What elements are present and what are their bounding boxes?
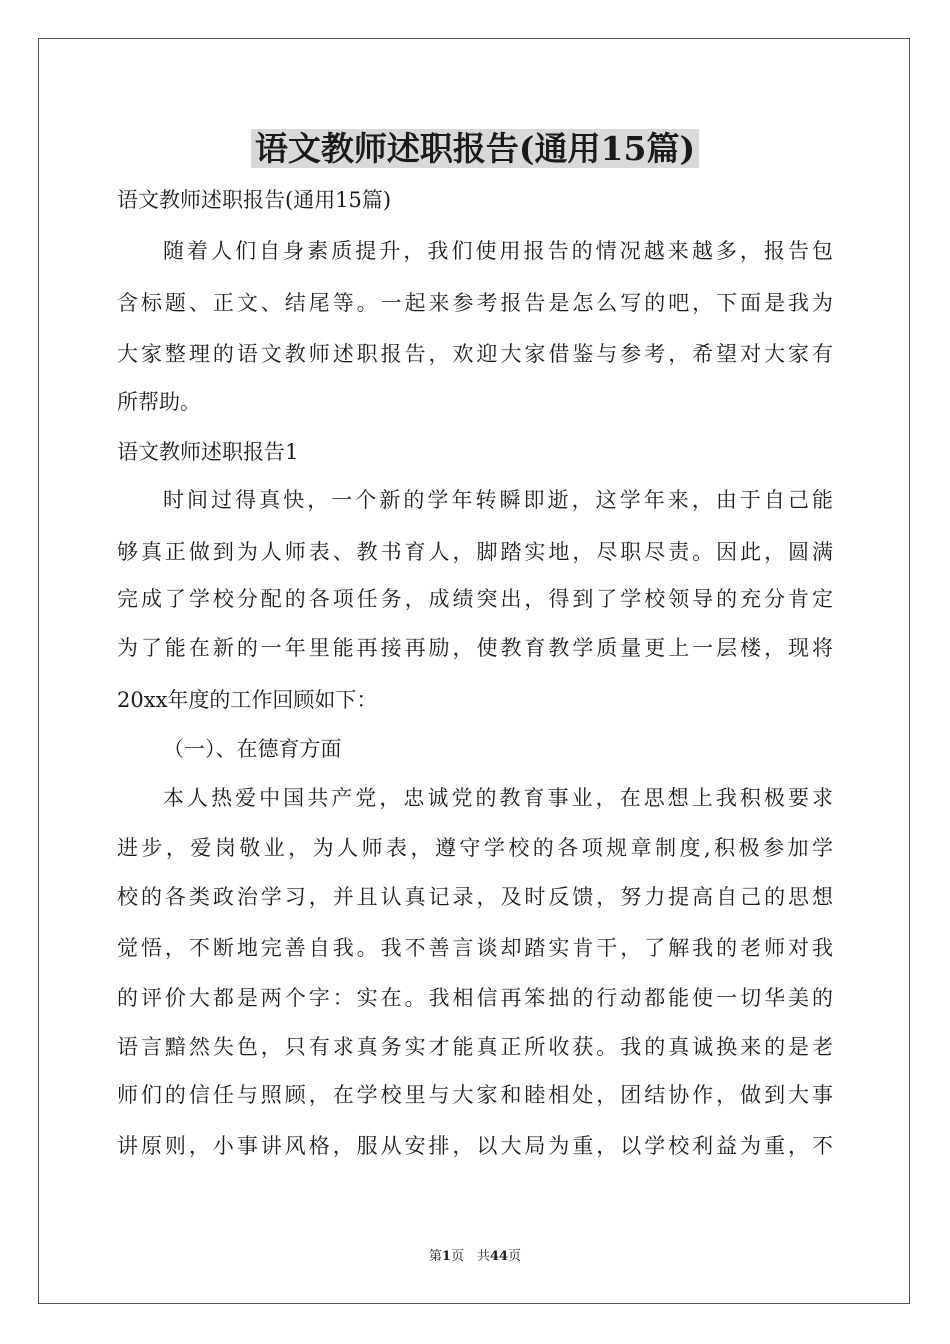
paragraph-line: 为了能在新的一年里能再接再励，使教育教学质量更上一层楼，现将 bbox=[117, 636, 833, 660]
paragraph-line: 完成了学校分配的各项任务，成绩突出，得到了学校领导的充分肯定 bbox=[117, 587, 833, 611]
footer-page-number: 1 bbox=[441, 1249, 451, 1264]
paragraph-line: 进步，爱岗敬业，为人师表，遵守学校的各项规章制度,积极参加学 bbox=[117, 836, 833, 860]
paragraph-line: 本人热爱中国共产党，忠诚党的教育事业，在思想上我积极要求 bbox=[163, 786, 833, 810]
paragraph-line: 师们的信任与照顾，在学校里与大家和睦相处，团结协作，做到大事 bbox=[117, 1083, 833, 1107]
paragraph-line: 的评价大都是两个字：实在。我相信再笨拙的行动都能使一切华美的 bbox=[117, 986, 833, 1010]
document-title-text: 语文教师述职报告(通用15篇) bbox=[251, 129, 699, 168]
page-footer bbox=[0, 1245, 950, 1264]
paragraph-line: 语文教师述职报告(通用15篇) bbox=[117, 188, 392, 212]
paragraph-line: 够真正做到为人师表、教书育人，脚踏实地，尽职尽责。因此，圆满 bbox=[117, 540, 833, 564]
paragraph-line: 校的各类政治学习，并且认真记录，及时反馈，努力提高自己的思想 bbox=[117, 885, 833, 909]
footer-total-suffix: 页 bbox=[508, 1249, 522, 1264]
paragraph-line: 随着人们自身素质提升，我们使用报告的情况越来越多，报告包 bbox=[163, 239, 833, 263]
footer-total-pages: 44 bbox=[489, 1249, 509, 1264]
paragraph-line: 大家整理的语文教师述职报告，欢迎大家借鉴与参考，希望对大家有 bbox=[117, 342, 833, 366]
paragraph-line: 觉悟，不断地完善自我。我不善言谈却踏实肯干，了解我的老师对我 bbox=[117, 936, 833, 960]
paragraph-line: 时间过得真快，一个新的学年转瞬即逝，这学年来，由于自己能 bbox=[163, 488, 833, 512]
page-border bbox=[38, 38, 910, 1304]
paragraph-line: 语言黯然失色，只有求真务实才能真正所收获。我的真诚换来的是老 bbox=[117, 1035, 833, 1059]
footer-page-suffix: 页 共 bbox=[450, 1249, 490, 1264]
paragraph-line: 含标题、正文、结尾等。一起来参考报告是怎么写的吧，下面是我为 bbox=[117, 291, 833, 315]
paragraph-line: 20xx年度的工作回顾如下： bbox=[117, 688, 378, 712]
document-title bbox=[0, 124, 950, 174]
footer-page-prefix: 第 bbox=[428, 1249, 442, 1264]
section-heading: 语文教师述职报告1 bbox=[117, 440, 299, 464]
paragraph-line: 所帮助。 bbox=[117, 390, 201, 414]
subsection-heading: （一）、在德育方面 bbox=[163, 737, 342, 761]
paragraph-line: 讲原则，小事讲风格，服从安排，以大局为重，以学校利益为重，不 bbox=[117, 1134, 833, 1158]
